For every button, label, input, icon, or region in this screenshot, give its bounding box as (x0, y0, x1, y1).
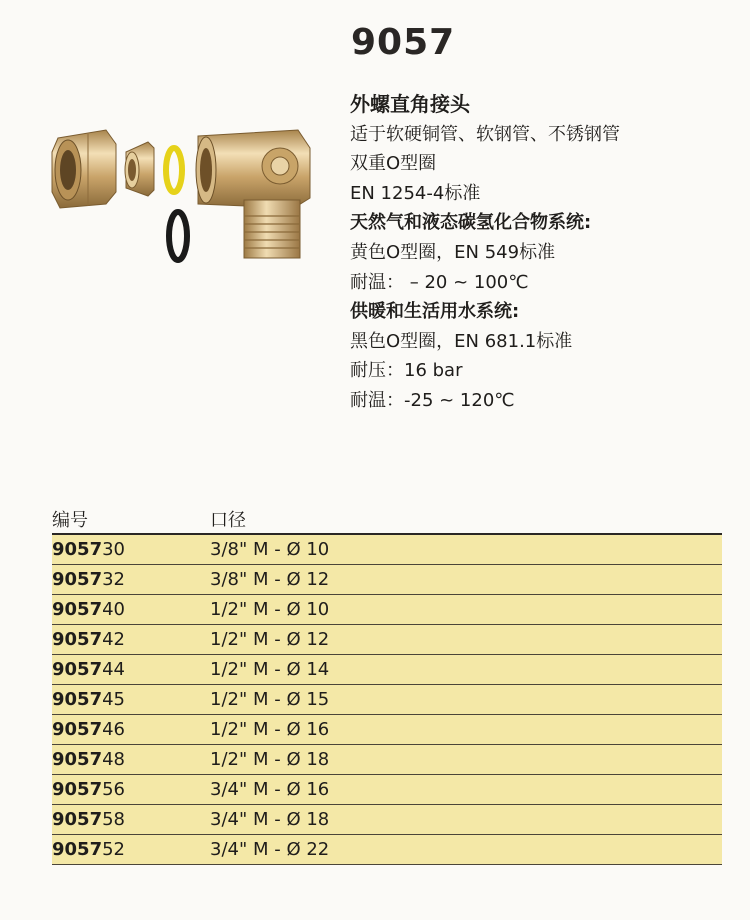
spec-line: 双重O型圈 (350, 153, 437, 175)
product-model-number: 9057 (351, 22, 456, 63)
table-row (52, 805, 722, 835)
code-prefix: 9057 (52, 659, 103, 680)
table-body (52, 535, 722, 865)
code-suffix: 56 (102, 779, 126, 800)
product-code (52, 689, 210, 710)
code-suffix: 40 (102, 599, 126, 620)
code-suffix: 32 (102, 569, 126, 590)
table-row (52, 595, 722, 625)
elbow-body-icon (196, 130, 310, 258)
product-code (52, 749, 210, 770)
code-prefix: 9057 (52, 569, 103, 590)
connection-size: 3/8" M - Ø 12 (210, 569, 330, 590)
code-prefix: 9057 (52, 689, 103, 710)
connection-size: 1/2" M - Ø 10 (210, 599, 330, 620)
code-suffix: 46 (102, 719, 126, 740)
spec-line: 黄色O型圈，EN 549标准 (350, 241, 556, 263)
connection-size: 1/2" M - Ø 16 (210, 719, 330, 740)
connection-size: 1/2" M - Ø 18 (210, 749, 330, 770)
code-suffix: 30 (102, 539, 126, 560)
connection-size: 1/2" M - Ø 14 (210, 659, 330, 680)
nut-icon (52, 130, 116, 208)
spec-line: 供暖和生活用水系统: (350, 301, 520, 323)
code-prefix: 9057 (52, 809, 103, 830)
olive-ring-icon (125, 142, 154, 196)
code-prefix: 9057 (52, 719, 103, 740)
product-code (52, 569, 210, 590)
spec-line: 耐压：16 bar (350, 360, 463, 382)
spec-line: 黑色O型圈，EN 681.1标准 (350, 330, 573, 352)
code-column-header: 编号 (52, 510, 88, 531)
product-code (52, 809, 210, 830)
table-row (52, 685, 722, 715)
connection-size: 3/4" M - Ø 22 (210, 839, 330, 860)
table-row (52, 775, 722, 805)
code-suffix: 52 (102, 839, 126, 860)
product-code (52, 659, 210, 680)
product-code (52, 779, 210, 800)
table-row (52, 565, 722, 595)
table-row (52, 655, 722, 685)
table-row (52, 835, 722, 865)
product-code (52, 629, 210, 650)
black-o-ring-icon (169, 212, 187, 260)
table-row (52, 745, 722, 775)
product-code (52, 719, 210, 740)
code-prefix: 9057 (52, 839, 103, 860)
code-suffix: 45 (102, 689, 126, 710)
table-row (52, 715, 722, 745)
code-prefix: 9057 (52, 599, 103, 620)
product-code (52, 599, 210, 620)
code-suffix: 44 (102, 659, 126, 680)
connection-size: 1/2" M - Ø 15 (210, 689, 330, 710)
spec-line: 适于软硬铜管、软钢管、不锈钢管 (350, 123, 620, 145)
fitting-photo (48, 108, 318, 273)
product-code (52, 539, 210, 560)
connection-size: 1/2" M - Ø 12 (210, 629, 330, 650)
size-column-header: 口径 (210, 510, 246, 531)
spec-line: 天然气和液态碳氢化合物系统: (350, 212, 592, 234)
code-suffix: 48 (102, 749, 126, 770)
code-prefix: 9057 (52, 779, 103, 800)
product-table (52, 508, 722, 865)
connection-size: 3/4" M - Ø 18 (210, 809, 330, 830)
table-header (52, 508, 722, 535)
connection-size: 3/4" M - Ø 16 (210, 779, 330, 800)
spec-line: EN 1254-4标准 (350, 182, 481, 204)
yellow-o-ring-icon (166, 148, 182, 192)
table-row (52, 625, 722, 655)
code-suffix: 42 (102, 629, 126, 650)
connection-size: 3/8" M - Ø 10 (210, 539, 330, 560)
product-title: 外螺直角接头 (350, 92, 470, 116)
spec-list (350, 90, 740, 416)
code-prefix: 9057 (52, 629, 103, 650)
code-prefix: 9057 (52, 749, 103, 770)
table-row (52, 535, 722, 565)
spec-line: 耐温：-25 ~ 120℃ (350, 389, 515, 411)
code-suffix: 58 (102, 809, 126, 830)
code-prefix: 9057 (52, 539, 103, 560)
product-code (52, 839, 210, 860)
spec-line: 耐温： – 20 ~ 100℃ (350, 271, 529, 293)
